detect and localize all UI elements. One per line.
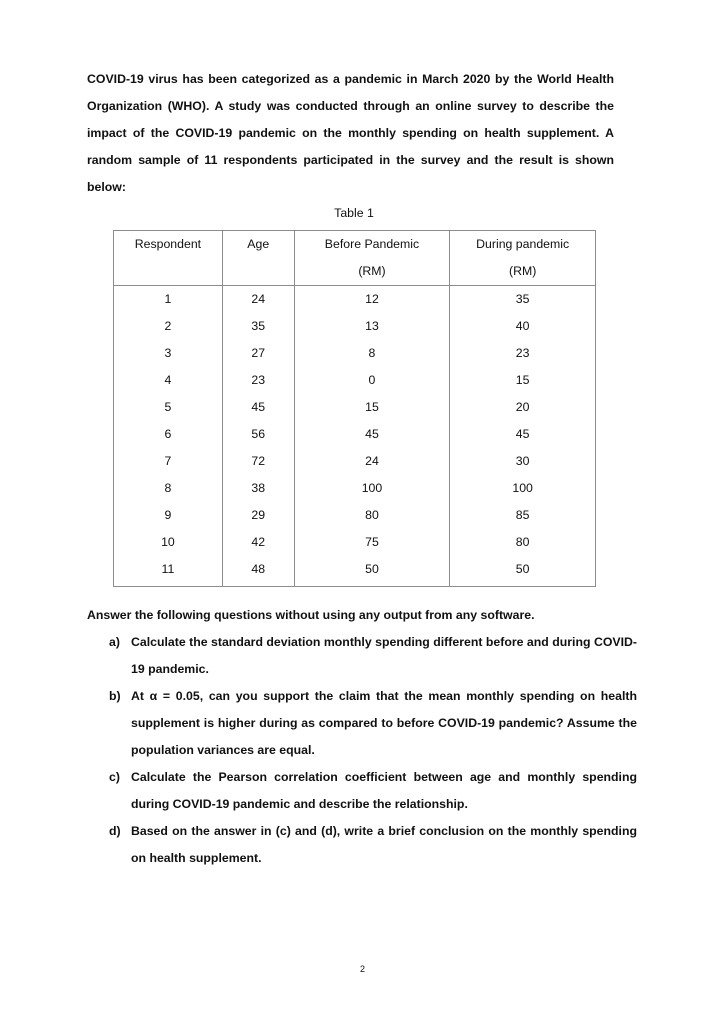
header-respondent-label: Respondent (134, 237, 202, 251)
table-row (114, 313, 596, 340)
cell-before: 0 (294, 367, 450, 394)
cell-age: 38 (222, 475, 294, 502)
question-item (109, 683, 637, 764)
cell-respondent: 7 (114, 448, 223, 475)
header-respondent (114, 231, 223, 286)
cell-age: 35 (222, 313, 294, 340)
cell-age: 29 (222, 502, 294, 529)
table-row (114, 475, 596, 502)
cell-age: 42 (222, 529, 294, 556)
header-before-line1: Before Pandemic (324, 237, 420, 251)
cell-during: 45 (450, 421, 596, 448)
cell-during: 50 (450, 556, 596, 587)
question-text: At α = 0.05, can you support the claim that the mean monthly spending on health supplement is higher during as compared to before COVID-19 pandemic? Assume the population variances are equal. (131, 689, 637, 757)
cell-during: 80 (450, 529, 596, 556)
data-table (113, 230, 596, 587)
header-during-line2: (RM) (508, 264, 537, 278)
cell-before: 13 (294, 313, 450, 340)
table-row (114, 502, 596, 529)
table-row (114, 448, 596, 475)
question-text: Calculate the standard deviation monthly spending different before and during COVID-19 pandemic. (131, 635, 637, 676)
cell-respondent: 6 (114, 421, 223, 448)
header-during-pandemic (450, 231, 596, 286)
question-marker: a) (109, 635, 120, 649)
cell-before: 80 (294, 502, 450, 529)
cell-respondent: 8 (114, 475, 223, 502)
cell-during: 100 (450, 475, 596, 502)
cell-before: 45 (294, 421, 450, 448)
cell-during: 85 (450, 502, 596, 529)
cell-respondent: 10 (114, 529, 223, 556)
question-marker: c) (109, 770, 120, 784)
table-body (114, 286, 596, 587)
table-row (114, 394, 596, 421)
question-item (109, 764, 637, 818)
cell-before: 12 (294, 286, 450, 314)
cell-before: 15 (294, 394, 450, 421)
cell-during: 20 (450, 394, 596, 421)
cell-respondent: 11 (114, 556, 223, 587)
cell-during: 35 (450, 286, 596, 314)
table-row (114, 286, 596, 314)
header-age (222, 231, 294, 286)
table-row (114, 556, 596, 587)
cell-age: 72 (222, 448, 294, 475)
cell-respondent: 5 (114, 394, 223, 421)
header-before-pandemic (294, 231, 450, 286)
question-marker: b) (109, 689, 121, 703)
cell-during: 15 (450, 367, 596, 394)
cell-before: 75 (294, 529, 450, 556)
table-row (114, 529, 596, 556)
cell-age: 48 (222, 556, 294, 587)
table-caption: Table 1 (334, 206, 374, 220)
cell-before: 50 (294, 556, 450, 587)
questions-list (109, 629, 637, 872)
cell-during: 40 (450, 313, 596, 340)
table-row (114, 340, 596, 367)
cell-respondent: 4 (114, 367, 223, 394)
cell-during: 23 (450, 340, 596, 367)
cell-age: 27 (222, 340, 294, 367)
question-text: Based on the answer in (c) and (d), write a brief conclusion on the monthly spending on health supplement. (131, 824, 637, 865)
table-header-row (114, 231, 596, 286)
header-age-label: Age (247, 237, 270, 251)
cell-age: 56 (222, 421, 294, 448)
instructions: Answer the following questions without using any output from any software. (87, 608, 535, 622)
cell-age: 23 (222, 367, 294, 394)
cell-before: 24 (294, 448, 450, 475)
cell-respondent: 3 (114, 340, 223, 367)
cell-before: 8 (294, 340, 450, 367)
cell-before: 100 (294, 475, 450, 502)
intro-paragraph: COVID-19 virus has been categorized as a pandemic in March 2020 by the World Health Organization (WHO). A study was conducted through an online survey to describe the impact of the COVID-19 pandemic on the monthly spending on health supplement. A random sample of 11 respondents participated in the survey and the result is shown below: (87, 72, 614, 194)
question-text: Calculate the Pearson correlation coefficient between age and monthly spending during COVID-19 pandemic and describe the relationship. (131, 770, 637, 811)
question-marker: d) (109, 824, 121, 838)
cell-respondent: 9 (114, 502, 223, 529)
cell-during: 30 (450, 448, 596, 475)
page-number: 2 (359, 964, 365, 974)
question-item (109, 818, 637, 872)
cell-respondent: 1 (114, 286, 223, 314)
cell-age: 24 (222, 286, 294, 314)
cell-age: 45 (222, 394, 294, 421)
question-item (109, 629, 637, 683)
header-before-line2: (RM) (358, 264, 386, 278)
cell-respondent: 2 (114, 313, 223, 340)
header-during-line1: During pandemic (476, 237, 570, 251)
table-row (114, 367, 596, 394)
table-row (114, 421, 596, 448)
